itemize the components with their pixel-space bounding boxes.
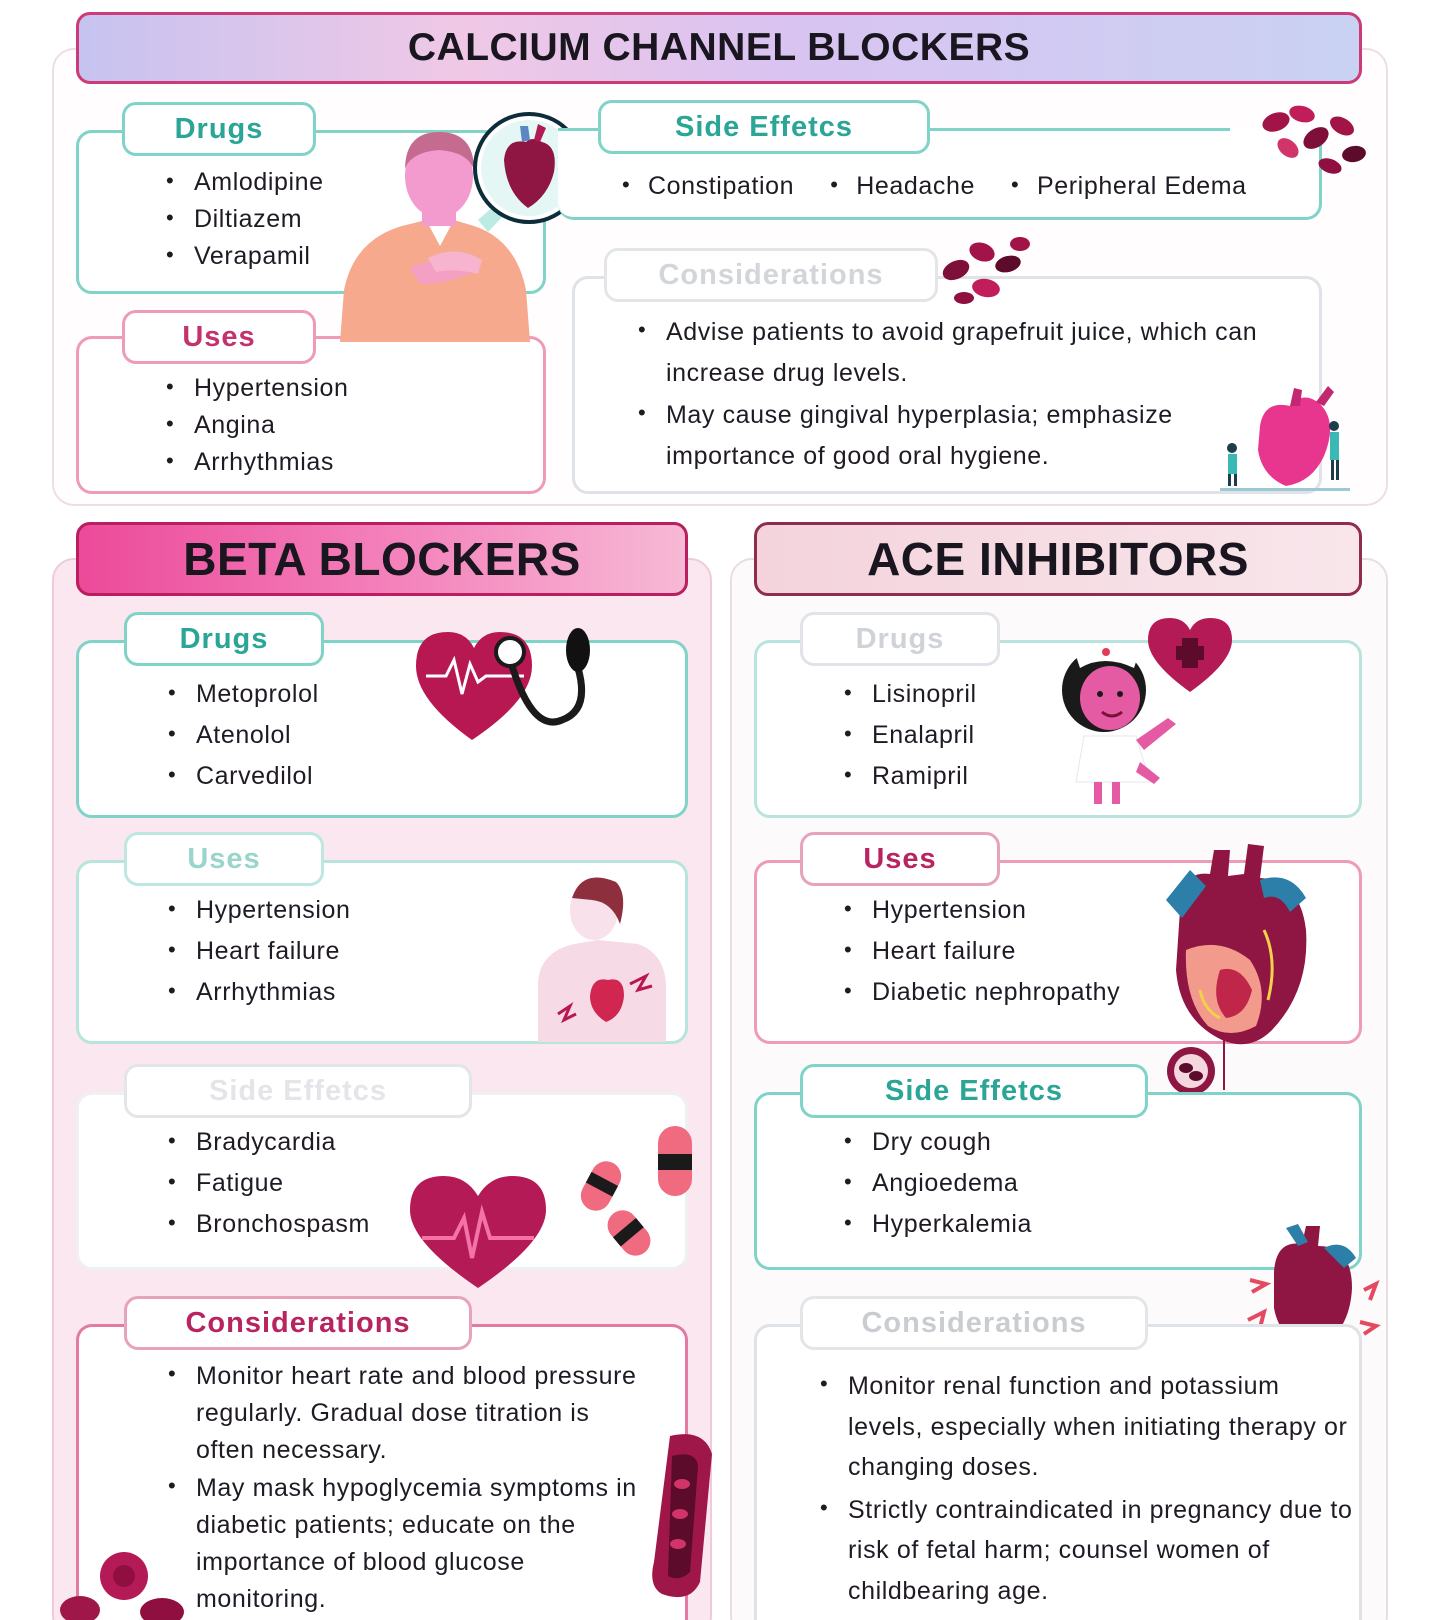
ccb-uses-tab: Uses (122, 310, 316, 364)
ace-side-effects-tab: Side Effetcs (800, 1064, 1148, 1118)
list-item: • Ramipril (842, 762, 977, 791)
ace-considerations-list (818, 1366, 1358, 1611)
list-item: • Hyperkalemia (842, 1210, 1032, 1239)
beta-side-effects-list (166, 1128, 370, 1239)
list-item: • Bradycardia (166, 1128, 370, 1157)
beta-uses-list (166, 896, 351, 1007)
heart-ecg-icon (408, 1172, 548, 1290)
ccb-drugs-tab: Drugs (122, 102, 316, 156)
ccb-side-effects-list (620, 172, 1247, 201)
ccb-drugs-list (164, 168, 324, 271)
beta-side-effects-tab: Side Effetcs (124, 1064, 472, 1118)
ccb-title: CALCIUM CHANNEL BLOCKERS (76, 12, 1362, 84)
beta-considerations-list (166, 1358, 646, 1617)
nurse-icon (1040, 612, 1240, 812)
list-item: • Verapamil (164, 242, 324, 271)
ace-uses-tab: Uses (800, 832, 1000, 886)
list-item: • May mask hypoglycemia symptoms in diabetic patients; educate on the importance of blood glucose monitoring. (166, 1470, 646, 1617)
connector-line (930, 128, 1230, 131)
magnified-cells-icon (1164, 1044, 1218, 1098)
list-item: • Amlodipine (164, 168, 324, 197)
pills-icon (584, 1126, 694, 1256)
list-item: • Bronchospasm (166, 1210, 370, 1239)
blood-cells-icon (64, 1548, 184, 1620)
ace-uses-list (842, 896, 1120, 1007)
list-item: • Fatigue (166, 1169, 370, 1198)
beta-drugs-list (166, 680, 319, 791)
ccb-uses-list (164, 374, 349, 477)
blood-cells-icon (1258, 104, 1378, 184)
ccb-side-effects-tab: Side Effetcs (598, 100, 930, 154)
ace-side-effects-list (842, 1128, 1032, 1239)
blood-vessel-icon (650, 1432, 720, 1602)
ace-drugs-list (842, 680, 977, 791)
list-item: • Hypertension (166, 896, 351, 925)
list-item: • Monitor renal function and potassium levels, especially when initiating therapy or changing doses. (818, 1366, 1358, 1488)
ace-considerations-tab: Considerations (800, 1296, 1148, 1350)
list-item: • May cause gingival hyperplasia; emphasize importance of good oral hygiene. (636, 395, 1276, 476)
beta-considerations-tab: Considerations (124, 1296, 472, 1350)
list-item: • Enalapril (842, 721, 977, 750)
list-item: • Hypertension (842, 896, 1120, 925)
torso-heart-icon (534, 872, 670, 1042)
list-item: • Headache (828, 172, 975, 201)
ccb-considerations-tab: Considerations (604, 248, 938, 302)
beta-uses-tab: Uses (124, 832, 324, 886)
list-item: • Heart failure (842, 937, 1120, 966)
ace-drugs-tab: Drugs (800, 612, 1000, 666)
blood-cells-icon (934, 234, 1040, 312)
list-item: • Metoprolol (166, 680, 319, 709)
list-item: • Atenolol (166, 721, 319, 750)
list-item: • Lisinopril (842, 680, 977, 709)
list-item: • Arrhythmias (166, 978, 351, 1007)
list-item: • Heart failure (166, 937, 351, 966)
list-item: • Diabetic nephropathy (842, 978, 1120, 1007)
beta-drugs-tab: Drugs (124, 612, 324, 666)
list-item: • Angina (164, 411, 349, 440)
list-item: • Arrhythmias (164, 448, 349, 477)
list-item: • Constipation (620, 172, 794, 201)
beta-title: BETA BLOCKERS (76, 522, 688, 596)
heart-with-doctors-icon (1220, 386, 1350, 492)
list-item: • Angioedema (842, 1169, 1032, 1198)
ccb-considerations-list (636, 312, 1276, 476)
list-item: • Diltiazem (164, 205, 324, 234)
list-item: • Peripheral Edema (1009, 172, 1247, 201)
list-item: • Advise patients to avoid grapefruit juice, which can increase drug levels. (636, 312, 1276, 393)
list-item: • Strictly contraindicated in pregnancy due to risk of fetal harm; counsel women of childbearing age. (818, 1490, 1358, 1612)
list-item: • Hypertension (164, 374, 349, 403)
connector-line (558, 128, 598, 131)
list-item: • Carvedilol (166, 762, 319, 791)
heart-stethoscope-icon (412, 624, 602, 744)
ace-title: ACE INHIBITORS (754, 522, 1362, 596)
list-item: • Monitor heart rate and blood pressure regularly. Gradual dose titration is often necessary. (166, 1358, 646, 1468)
chest-pain-person-icon (336, 112, 586, 342)
list-item: • Dry cough (842, 1128, 1032, 1157)
